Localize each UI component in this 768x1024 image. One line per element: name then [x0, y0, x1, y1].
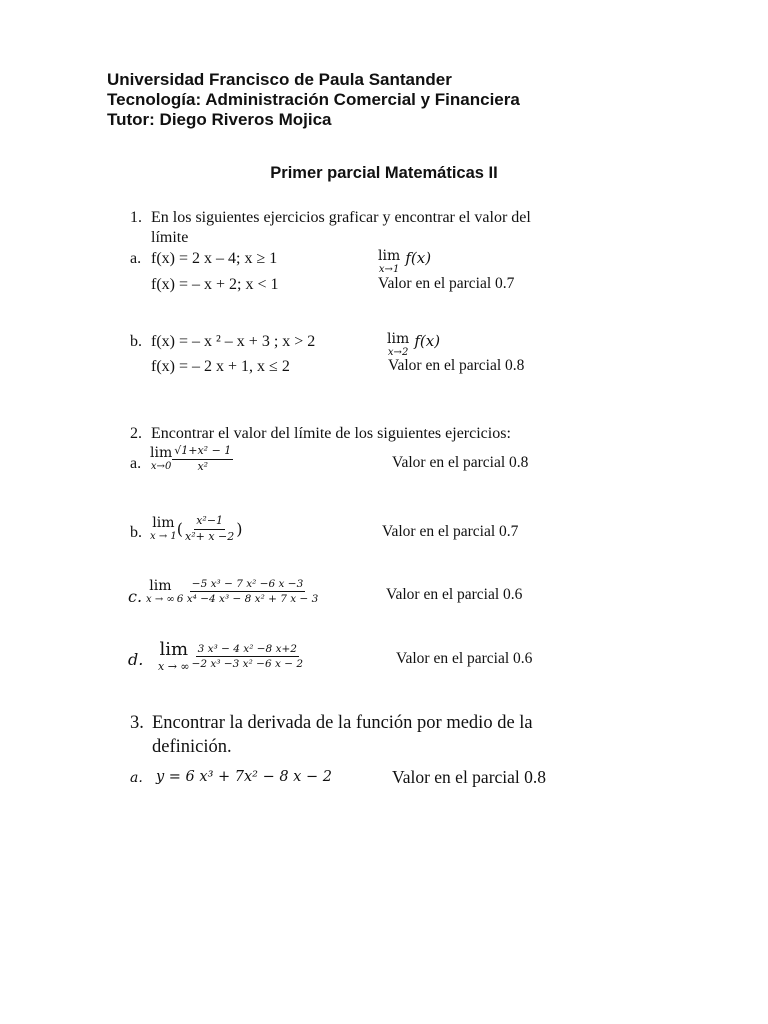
lim-sub: x→0 [150, 461, 172, 473]
q2b-value: Valor en el parcial 0.7 [382, 523, 519, 540]
q1a-limit [378, 249, 431, 275]
header-program: Tecnología: Administración Comercial y Financiera [107, 90, 520, 109]
numerator: 3 x³ − 4 x² −8 x+2 [196, 643, 299, 657]
q1a-piece1: f(x) = 2 x – 4; x ≥ 1 [151, 250, 278, 267]
numerator: x²−1 [194, 515, 225, 530]
lim-word: lim [378, 248, 401, 264]
q2-number: 2. [130, 425, 142, 442]
q1-text-line2: límite [151, 229, 189, 246]
header-tutor: Tutor: Diego Riveros Mojica [107, 110, 332, 129]
q2a-label: a. [130, 455, 142, 472]
q1b-value: Valor en el parcial 0.8 [388, 357, 525, 374]
lim-sub: x → ∞ [146, 593, 175, 605]
q1b-piece1: f(x) = – x ² – x + 3 ; x > 2 [151, 333, 316, 350]
exam-title: Primer parcial Matemáticas II [270, 164, 498, 182]
q1a-label: a. [130, 250, 142, 267]
q2d-value: Valor en el parcial 0.6 [396, 650, 533, 667]
close-paren: ) [236, 519, 243, 539]
denominator: −2 x³ −3 x² −6 x − 2 [191, 658, 304, 670]
q2d-expression [158, 641, 305, 672]
open-paren: ( [176, 519, 183, 539]
q1-number: 1. [130, 209, 142, 226]
lim-sub: x → ∞ [158, 660, 190, 673]
q1b-limit [387, 332, 440, 358]
q1-text-line1: En los siguientes ejercicios graficar y encontrar el valor del [151, 209, 531, 226]
denominator: x² [197, 459, 209, 473]
q3-text-line2: definición. [152, 737, 232, 757]
lim-word: lim [149, 577, 172, 594]
q1b-piece2: f(x) = – 2 x + 1, x ≤ 2 [151, 358, 290, 375]
denominator: x²+ x −2 [185, 529, 235, 543]
q1b-label: b. [130, 333, 142, 350]
lim-sub: x → 1 [150, 531, 177, 543]
q2c-expression [146, 578, 320, 605]
numerator: √1+x² − 1 [172, 445, 233, 460]
lim-word: lim [150, 445, 173, 462]
q2c-label: c. [128, 587, 143, 606]
numerator: −5 x³ − 7 x² −6 x −3 [190, 578, 305, 592]
q2b-label: b. [130, 524, 142, 541]
q3-text-line1: Encontrar la derivada de la función por medio de la [152, 713, 533, 733]
q2-text: Encontrar el valor del límite de los siguientes ejercicios: [151, 425, 511, 442]
q3a-value: Valor en el parcial 0.8 [392, 767, 547, 787]
lim-word: lim [387, 331, 410, 347]
lim-word: lim [159, 639, 189, 660]
q3-number: 3. [130, 713, 144, 733]
q3a-expression: y = 6 x³ + 7x² − 8 x − 2 [156, 769, 332, 785]
lim-sub: x→1 [378, 264, 400, 275]
q2b-expression [150, 515, 243, 543]
q2c-value: Valor en el parcial 0.6 [386, 586, 523, 603]
q2d-label: d. [128, 650, 144, 669]
denominator: 6 x⁴ −4 x³ − 8 x² + 7 x − 3 [176, 593, 319, 606]
lim-word: lim [152, 515, 175, 532]
q2a-value: Valor en el parcial 0.8 [392, 454, 529, 471]
q1a-piece2: f(x) = – x + 2; x < 1 [151, 276, 279, 293]
lim-sub: x→2 [387, 347, 409, 358]
lim-func: f(x) [405, 249, 432, 267]
q3a-label: a. [130, 770, 143, 786]
lim-func: f(x) [414, 332, 441, 350]
header-university: Universidad Francisco de Paula Santander [107, 70, 452, 89]
q2a-expression [150, 445, 233, 473]
q1a-value: Valor en el parcial 0.7 [378, 275, 515, 292]
